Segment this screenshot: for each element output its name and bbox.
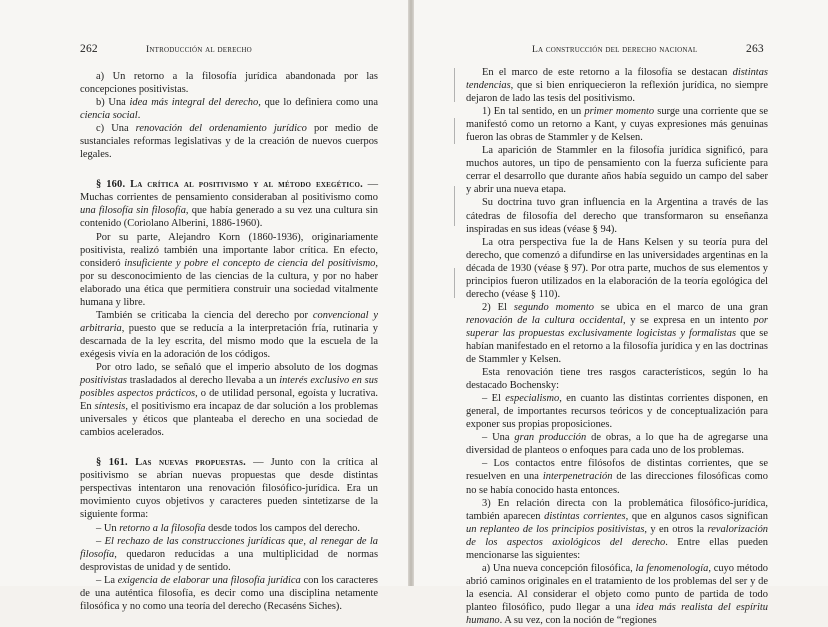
running-head: Introducción al derecho xyxy=(146,44,252,55)
margin-mark xyxy=(454,268,455,298)
text-run: . A su vez, con la noción de “regiones xyxy=(499,614,657,626)
text-run: , que en algunos casos significan xyxy=(625,510,768,522)
emphasis-text: síntesis xyxy=(94,401,126,413)
section-heading: § 161. Las nuevas propuestas. xyxy=(96,457,246,469)
paragraph-r3 xyxy=(466,144,768,196)
paragraph-r11 xyxy=(466,497,768,562)
body-text xyxy=(80,70,378,613)
paragraph-r7 xyxy=(466,366,768,392)
paragraph-r9 xyxy=(466,431,768,457)
emphasis-text: primer momento xyxy=(584,106,655,118)
text-run: , el positivismo era incapaz de dar solución a los problemas universales y éticos que planteaba el derecho en una sociedad de cambios acelerados. xyxy=(80,401,378,439)
text-run: b) Una xyxy=(96,97,130,109)
paragraph-r8 xyxy=(466,392,768,431)
paragraph-r6 xyxy=(466,301,768,366)
text-run: de obras, a lo que ha de agregarse una diversidad de planteos o enfoques para cada uno de los problemas. xyxy=(466,432,768,457)
emphasis-text: una filosofía sin filosofía xyxy=(80,205,186,217)
emphasis-text: idea más realista del espíritu humano xyxy=(466,601,768,626)
text-run: desde todos los campos del derecho. xyxy=(205,522,361,534)
text-run: – Un xyxy=(96,522,120,534)
right-page xyxy=(414,0,828,626)
text-run: c) Una xyxy=(96,123,136,135)
text-run: , puesto que se reducía a la interpretación fría, rutinaria y descarnada de la ley escrita, del mismo modo que la escuela de la exégesis vivía en la adoración de los códigos. xyxy=(80,322,378,360)
emphasis-text: revalorización de los aspectos axiológicos del derecho xyxy=(466,523,769,548)
emphasis-text: renovación de la cultura occidental xyxy=(466,314,623,326)
text-run: , que lo definiera como una xyxy=(258,97,378,109)
emphasis-text: segundo momento xyxy=(513,301,594,313)
text-run: , o de utilidad personal, egoísta y lucrativa. En xyxy=(80,388,378,413)
paragraph-lc xyxy=(80,122,378,161)
text-run: trasladados al derecho llevaba a un xyxy=(126,375,280,387)
text-run: – xyxy=(96,535,105,547)
emphasis-text: El rechazo de las construcciones jurídicas que, al renegar de la filosofía xyxy=(80,535,378,560)
paragraph-l161 xyxy=(80,456,378,521)
emphasis-text: un replanteo de los principios positivistas xyxy=(466,523,645,535)
margin-mark xyxy=(454,68,455,102)
text-run: — Muchas corrientes de pensamiento consideraban al positivismo como xyxy=(80,179,379,204)
text-run: La aparición de Stammler en la filosofía jurídica significó, para muchos autores, un tipo de pensamiento con la fuerza suficiente para cerrar el desarrollo que durante años había seguido un campo del saber y abrir una nueva etapa. xyxy=(466,145,768,196)
text-run: – El xyxy=(482,393,506,405)
text-run: , por su desconocimiento de las ciencias de la cultura, y por no haber elaborado una ética que permitiera construir una sociedad vitalmente humana y libre. xyxy=(80,257,378,308)
text-run: La otra perspectiva fue la de Hans Kelsen y su teoría pura del derecho, que comenzó a difundirse en las universidades argentinas en la década de 1930 (véase § 97). Por otra parte, muchos de sus elementos y principios fueron utilizados en la elaboración de la teoría egológica del derecho (véase § 110). xyxy=(466,236,768,300)
emphasis-text: distintas corrientes xyxy=(544,510,626,522)
paragraph-ld1 xyxy=(80,522,378,535)
text-run: , y se expresa en un intento xyxy=(622,314,754,326)
text-run: Esta renovación tiene tres rasgos característicos, según lo ha destacado Bochensky: xyxy=(466,367,768,392)
margin-mark xyxy=(454,186,455,226)
text-run: 1) En tal sentido, en un xyxy=(482,106,585,118)
page-number: 262 xyxy=(80,43,98,55)
text-run: con los caracteres de una auténtica filosofía, es decir como una disciplina netamente filosófica y no como una teoría del derecho (Recaséns Siches). xyxy=(80,574,378,612)
text-run: – Una xyxy=(482,432,515,444)
text-run: En el marco de este retorno a la filosofía se destacan xyxy=(482,67,733,78)
text-run: . xyxy=(137,110,141,122)
text-run: , en cuanto las distintas corrientes disponen, en general, de importantes recursos teóricos y de conceptualización para exponer sus propias proposiciones. xyxy=(466,393,768,431)
text-run: 3) En relación directa con la problemática filosófico-jurídica, también aparecen xyxy=(466,497,768,522)
emphasis-text: ciencia social xyxy=(80,110,138,122)
text-run: — Junto con la crítica al positivismo se abrían nuevas propuestas que desde distintas perspectivas intentaron una renovación filosófico-jurídica. Era un movimiento cuyos objetivos y caracteres pueden sintetizarse de la siguiente forma: xyxy=(80,457,379,521)
section-heading: § 160. La crítica al positivismo y al método exegético. xyxy=(96,179,363,191)
paragraph-lkorn xyxy=(80,231,378,309)
text-run: , que había generado a su vez una cultura sin contenido (Coriolano Alberini, 1886-1960). xyxy=(80,205,378,230)
text-run: surge una corriente que se manifestó como un retorno a Kant, y cuyas expresiones más genuinas fueron las obras de Stammler y de Kelsen. xyxy=(466,106,768,144)
emphasis-text: positivistas xyxy=(80,375,127,387)
text-run: Por otro lado, se señaló que el imperio absoluto de los dogmas xyxy=(96,361,378,373)
paragraph-ld2 xyxy=(80,535,378,574)
paragraph-r4 xyxy=(466,196,768,235)
text-run: Su doctrina tuvo gran influencia en la Argentina a través de las cátedras de filosofía del derecho que transformaron su enseñanza inspiradas en sus ideas (véase § 94). xyxy=(466,197,768,235)
emphasis-text: la fenomenología xyxy=(635,562,709,574)
text-run: Por su parte, Alejandro Korn (1860-1936), originariamente positivista, realizó también una importante labor crítica. En efecto, consideró xyxy=(80,231,378,269)
running-head: La construcción del derecho nacional xyxy=(532,44,698,55)
text-run: – Los contactos entre filósofos de distintas corrientes, que se resuelven en una xyxy=(466,458,768,483)
emphasis-text: insuficiente y pobre el concepto de ciencia del positivismo xyxy=(124,257,376,269)
emphasis-text: gran producción xyxy=(514,432,587,444)
text-run: , cuyo método abrió caminos originales en el tratamiento de los problemas del ser y de la esencia. Al considerar el objeto como punto de partida de todo planteo filosófico, pudo llegar a una xyxy=(466,562,769,613)
text-run: se ubica en el marco de una gran xyxy=(593,301,768,313)
emphasis-text: especialismo xyxy=(505,393,560,405)
text-run: , y en otros la xyxy=(644,523,708,535)
text-run: a) Una nueva concepción filosófica, xyxy=(482,562,636,574)
paragraph-la xyxy=(80,70,378,96)
emphasis-text: exigencia de elaborar una filosofía jurídica xyxy=(117,574,301,586)
paragraph-ltamb xyxy=(80,309,378,361)
text-run: , quedaron reducidas a una multiplicidad de normas desprovistas de unidad y de sentido. xyxy=(80,548,378,573)
emphasis-text: interpenetración xyxy=(542,471,613,483)
text-run: a) Un retorno a la filosofía jurídica abandonada por las concepciones positivistas. xyxy=(80,71,378,96)
text-run: por medio de sustanciales reformas legislativas y de la creación de nuevos cuerpos legales. xyxy=(80,123,378,161)
text-run: También se criticaba la ciencia del derecho por xyxy=(96,309,313,321)
text-run: , que si bien enriquecieron la reflexión jurídica, no siempre dejaron de lado las tesis del positivismo. xyxy=(466,80,768,105)
paragraph-r1 xyxy=(466,66,768,105)
paragraph-lb xyxy=(80,96,378,122)
emphasis-text: interés exclusivo en sus posibles aspectos prácticos xyxy=(80,375,378,400)
emphasis-text: renovación del ordenamiento jurídico xyxy=(135,123,307,135)
text-run: . Entre ellas pueden mencionarse las siguientes: xyxy=(466,536,769,561)
emphasis-text: idea más integral del derecho xyxy=(129,97,259,109)
paragraph-lotro xyxy=(80,361,378,439)
text-run: – La xyxy=(96,574,118,586)
text-run: 2) El xyxy=(482,301,514,313)
body-text xyxy=(466,66,768,627)
text-run: de las direcciones filosóficas como no se había conocido hasta entonces. xyxy=(466,471,769,496)
paragraph-r5 xyxy=(466,236,768,301)
paragraph-l160 xyxy=(80,178,378,230)
paragraph-r12 xyxy=(466,562,768,627)
left-page xyxy=(0,0,408,612)
emphasis-text: retorno a la filosofía xyxy=(119,522,206,534)
emphasis-text: convencional y arbitraria xyxy=(80,309,379,334)
paragraph-r2 xyxy=(466,105,768,144)
paragraph-ld3 xyxy=(80,574,378,613)
paragraph-r10 xyxy=(466,457,768,496)
emphasis-text: distintas tendencias xyxy=(466,67,768,92)
margin-mark xyxy=(454,118,455,144)
page-number: 263 xyxy=(746,43,764,55)
text-run: que se habían manifestado en el retorno a la filosofía jurídica y en las doctrinas de Stammler y Kelsen. xyxy=(466,327,768,366)
emphasis-text: por superar las propuestas exclusivamente logicistas y formalistas xyxy=(466,314,768,339)
